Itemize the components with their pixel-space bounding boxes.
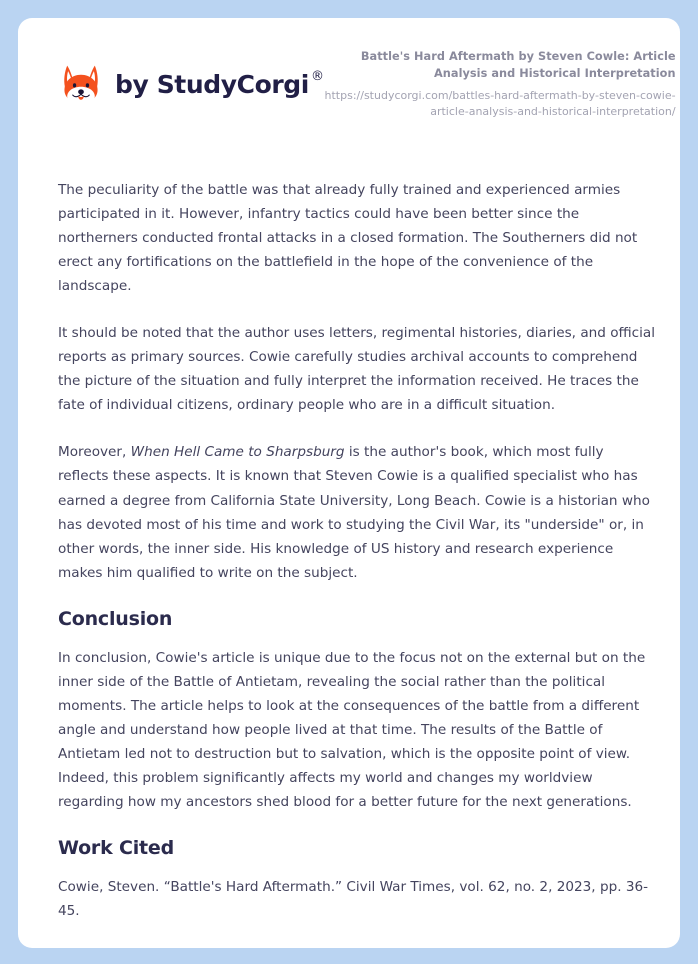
body-paragraph-3 — [58, 440, 658, 584]
book-title-italic: When Hell Came to Sharpsburg — [130, 444, 345, 461]
section-heading-work-cited: Work Cited — [58, 837, 174, 860]
studycorgi-brand[interactable] — [58, 61, 324, 107]
document-body — [58, 178, 658, 923]
corgi-face-icon — [58, 61, 104, 107]
body-paragraph-1: The peculiarity of the battle was that already fully trained and experienced armies participated in it. However, infantry tactics could have been better since the northerners conducted frontal attacks in a closed formation. The Southerners did not erect any fortifications on the battlefield in the hope of the convenience of the landscape. — [58, 182, 638, 295]
work-cited-entry: Cowie, Steven. “Battle's Hard Aftermath.” Civil War Times, vol. 62, no. 2, 2023, pp. 36-45. — [58, 879, 649, 920]
brand-wordmark-label: by StudyCorgi — [115, 69, 309, 99]
paragraph-3-trailing-text: is the author's book, which most fully reflects these aspects. It is known that Steven Cowie is a qualified specialist who has earned a degree from California State University, Long Beach. Cowie is a historian who has devoted most of his time and work to studying the Civil War, its "underside" or, in other words, the inner side. His knowledge of US history and research experience makes him qualified to write on the subject. — [58, 444, 650, 581]
header-meta — [324, 49, 676, 120]
document-source-url[interactable]: https://studycorgi.com/battles-hard-aftermath-by-steven-cowie-article-analysis-and-historical-interpretation/ — [324, 88, 676, 119]
registered-trademark-icon: ® — [310, 69, 324, 85]
paragraph-3-lead-text: Moreover, — [58, 444, 131, 461]
section-heading-conclusion: Conclusion — [58, 607, 173, 630]
conclusion-paragraph: In conclusion, Cowie's article is unique due to the focus not on the external but on the inner side of the Battle of Antietam, revealing the social rather than the political moments. The article helps to look at the consequences of the battle from a different angle and understand how people lived at that time. The results of the Battle of Antietam led not to destruction but to salvation, which is the opposite point of view. Indeed, this problem significantly affects my world and changes my worldview regarding how my ancestors shed blood for a better future for the next generations. — [58, 649, 646, 810]
body-paragraph-2: It should be noted that the author uses letters, regimental histories, diaries, and official reports as primary sources. Cowie carefully studies archival accounts to comprehend the picture of the situation and fully interpret the information received. He traces the fate of individual citizens, ordinary people who are in a difficult situation. — [58, 325, 656, 414]
document-title: Battle's Hard Aftermath by Steven Cowle: Article Analysis and Historical Interpretation — [360, 50, 676, 80]
brand-wordmark — [115, 70, 324, 99]
document-page-card — [18, 18, 680, 948]
document-header — [18, 18, 680, 150]
